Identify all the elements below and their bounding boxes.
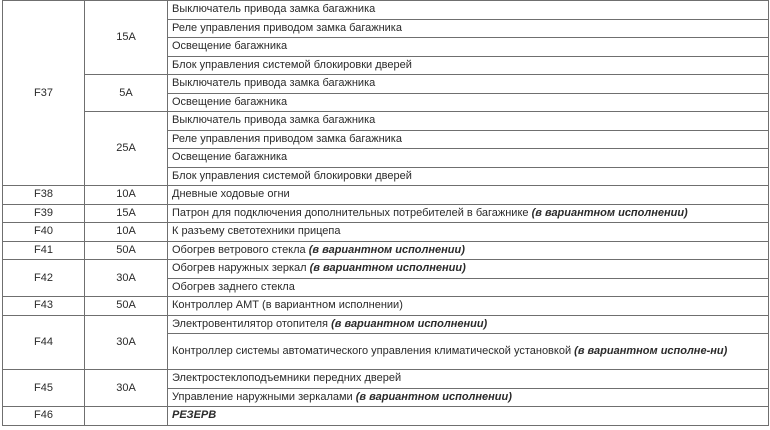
description-text: К разъему светотехники прицепа xyxy=(172,225,341,238)
amperage-cell: 50A xyxy=(85,241,168,260)
amperage-cell: 10A xyxy=(85,223,168,242)
table-row xyxy=(3,186,769,205)
amperage-cell: 5A xyxy=(85,75,168,112)
description-text: Контроллер системы автоматического управления климатической установкой xyxy=(172,345,572,357)
description-text: Реле управления приводом замка багажника xyxy=(172,132,402,145)
description-text: Блок управления системой блокировки дверей xyxy=(172,169,412,182)
fuse-id-cell: F44 xyxy=(3,315,85,370)
fuse-id-cell: F41 xyxy=(3,241,85,260)
fuse-id-cell: F40 xyxy=(3,223,85,242)
table-row xyxy=(3,223,769,242)
table-row xyxy=(3,75,769,94)
description-text: Освещение багажника xyxy=(172,40,288,53)
description-cell xyxy=(168,112,769,131)
amperage-cell: 30A xyxy=(85,315,168,370)
description-cell xyxy=(168,260,769,279)
fuse-id-cell: F43 xyxy=(3,297,85,316)
description-cell xyxy=(168,370,769,389)
table-row xyxy=(3,112,769,131)
amperage-cell: 15A xyxy=(85,1,168,75)
table-row xyxy=(3,297,769,316)
fuse-id-cell: F37 xyxy=(3,1,85,186)
description-text: Выключатель привода замка багажника xyxy=(172,77,376,90)
description-cell xyxy=(168,75,769,94)
amperage-cell: 10A xyxy=(85,186,168,205)
amperage-cell: 30A xyxy=(85,260,168,297)
amperage-cell xyxy=(85,407,168,426)
description-text: Реле управления приводом замка багажника xyxy=(172,21,402,34)
description-text: Обогрев наружных зеркал xyxy=(172,262,307,275)
description-text: Блок управления системой блокировки дверей xyxy=(172,58,412,71)
description-cell xyxy=(168,56,769,75)
description-text: Электровентилятор отопителя xyxy=(172,317,329,330)
description-cell xyxy=(168,38,769,57)
description-cell xyxy=(168,130,769,149)
description-cell xyxy=(168,1,769,20)
description-text: Дневные ходовые огни xyxy=(172,188,290,201)
table-row xyxy=(3,260,769,279)
description-cell xyxy=(168,407,769,426)
description-cell xyxy=(168,167,769,186)
description-text: Контроллер АМТ (в вариантном исполнении) xyxy=(172,299,403,312)
description-cell xyxy=(168,388,769,407)
table-row xyxy=(3,315,769,334)
fuse-table xyxy=(2,0,769,426)
description-cell xyxy=(168,186,769,205)
fuse-id-cell: F42 xyxy=(3,260,85,297)
fuse-id-cell: F38 xyxy=(3,186,85,205)
description-cell xyxy=(168,315,769,334)
amperage-cell: 15A xyxy=(85,204,168,223)
table-row xyxy=(3,407,769,426)
variant-note: (в вариантном исполнении) xyxy=(308,243,465,256)
table-row xyxy=(3,1,769,20)
fuse-id-cell: F39 xyxy=(3,204,85,223)
table-row xyxy=(3,241,769,260)
description-cell xyxy=(168,334,769,370)
amperage-cell: 25A xyxy=(85,112,168,186)
description-text: Освещение багажника xyxy=(172,95,288,108)
variant-note: (в вариантном исполнении) xyxy=(355,390,512,403)
description-cell xyxy=(168,241,769,260)
amperage-cell: 50A xyxy=(85,297,168,316)
variant-note: (в вариантном исполнении) xyxy=(331,317,488,330)
amperage-cell: 30A xyxy=(85,370,168,407)
description-cell xyxy=(168,278,769,297)
description-text: Выключатель привода замка багажника xyxy=(172,3,376,16)
variant-note: (в вариантном исполнении) xyxy=(309,262,466,275)
description-text: Электростеклоподъемники передних дверей xyxy=(172,372,402,385)
description-text: Патрон для подключения дополнительных потребителей в багажнике xyxy=(172,206,529,219)
description-text: Освещение багажника xyxy=(172,151,288,164)
description-text: Выключатель привода замка багажника xyxy=(172,114,376,127)
description-cell xyxy=(168,204,769,223)
description-text: Обогрев ветрового стекла xyxy=(172,243,306,256)
description-cell xyxy=(168,149,769,168)
variant-note: (в вариантном исполнении) xyxy=(531,206,688,219)
description-cell xyxy=(168,223,769,242)
variant-note: (в вариантном исполне-ни) xyxy=(574,345,728,357)
fuse-id-cell: F45 xyxy=(3,370,85,407)
table-row xyxy=(3,370,769,389)
table-row xyxy=(3,204,769,223)
description-text: Управление наружными зеркалами xyxy=(172,390,353,403)
reserve-label: РЕЗЕРВ xyxy=(172,409,217,422)
fuse-id-cell: F46 xyxy=(3,407,85,426)
description-cell xyxy=(168,19,769,38)
description-cell xyxy=(168,297,769,316)
description-text: Обогрев заднего стекла xyxy=(172,280,295,293)
description-cell xyxy=(168,93,769,112)
